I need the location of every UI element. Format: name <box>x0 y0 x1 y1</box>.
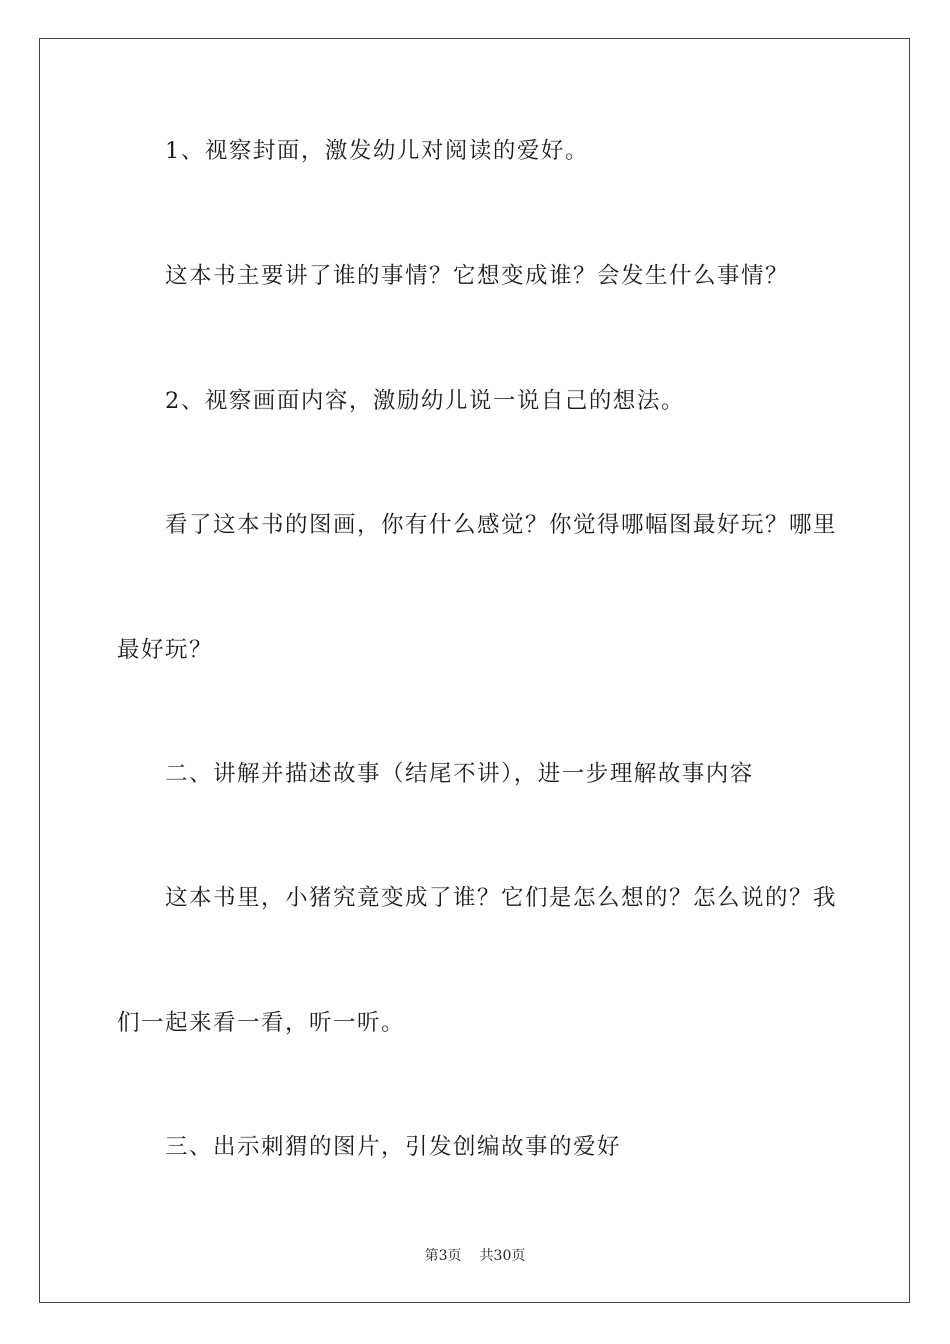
paragraph-2: 这本书主要讲了谁的事情？它想变成谁？会发生什么事情？ <box>165 263 790 289</box>
paragraph-5: 二、讲解并描述故事（结尾不讲），进一步理解故事内容 <box>165 761 754 787</box>
paragraph-6-line-2: 们一起来看一看，听一听。 <box>117 1010 406 1036</box>
paragraph-4-line-2: 最好玩？ <box>117 637 214 663</box>
paragraph-6-line-1: 这本书里，小猪究竟变成了谁？它们是怎么想的？怎么说的？我 <box>165 885 838 911</box>
page-footer <box>0 1246 950 1266</box>
paragraph-1: 1、视察封面，激发幼儿对阅读的爱好。 <box>165 138 589 164</box>
page-border <box>39 38 910 1303</box>
current-page-label: 第3页 <box>424 1248 462 1264</box>
total-pages-label: 共30页 <box>479 1248 526 1264</box>
paragraph-7: 三、出示刺猬的图片，引发创编故事的爱好 <box>165 1134 622 1160</box>
paragraph-4-line-1: 看了这本书的图画，你有什么感觉？你觉得哪幅图最好玩？哪里 <box>165 512 838 538</box>
paragraph-3: 2、视察画面内容，激励幼儿说一说自己的想法。 <box>165 388 685 414</box>
